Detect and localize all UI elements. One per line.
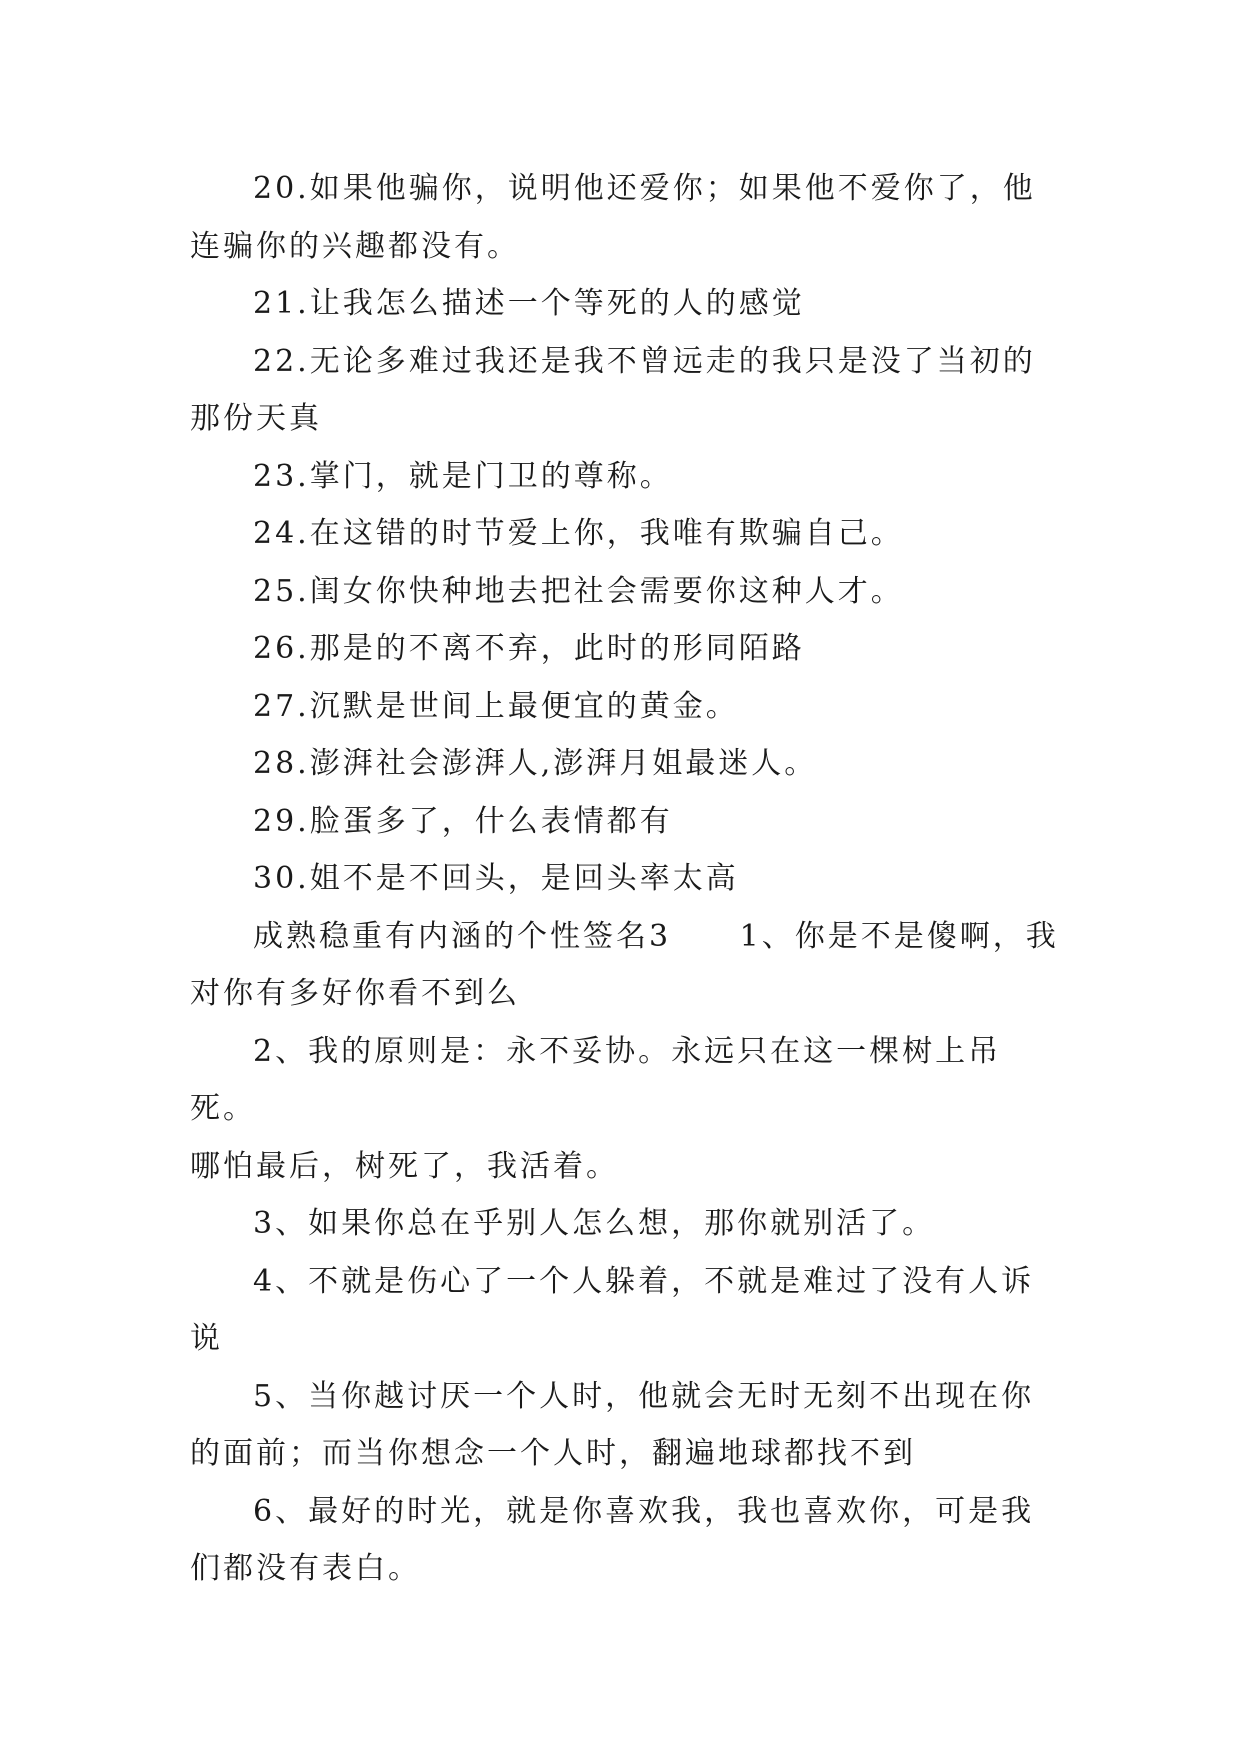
item-2: [190, 1023, 1062, 1196]
paragraph-line: 22.无论多难过我还是我不曾远走的我只是没了当初的: [253, 343, 1036, 379]
paragraph-20: [190, 160, 1062, 275]
item-1-rest: 对你有多好你看不到么: [190, 976, 520, 1011]
paragraph-27: [190, 678, 1062, 736]
paragraph-line: 哪怕最后，树死了，我活着。: [190, 1148, 619, 1184]
item-1-start: 1、你是不是傻啊，我: [739, 918, 1059, 954]
paragraph-21: [190, 275, 1062, 333]
paragraph-25: [190, 563, 1062, 621]
item-6: [190, 1483, 1062, 1598]
paragraph-24: [190, 505, 1062, 563]
paragraph-line: 4、不就是伤心了一个人躲着，不就是难过了没有人诉: [253, 1263, 1035, 1299]
paragraph-line: 说: [190, 1321, 223, 1356]
paragraph-line: 30.姐不是不回头，是回头率太高: [253, 861, 739, 896]
item-4: [190, 1253, 1062, 1368]
paragraph-line: 5、当你越讨厌一个人时，他就会无时无刻不出现在你: [253, 1378, 1035, 1414]
section-heading-line: [190, 908, 1062, 966]
paragraph-line: 25.闺女你快种地去把社会需要你这种人才。: [253, 573, 904, 609]
section-heading-title: 成熟稳重有内涵的个性签名3: [253, 918, 672, 954]
paragraph-line: 那份天真: [190, 401, 322, 436]
paragraph-22: [190, 333, 1062, 448]
paragraph-28: [190, 735, 1062, 793]
paragraph-line: 6、最好的时光，就是你喜欢我，我也喜欢你，可是我: [253, 1493, 1035, 1529]
paragraph-line: 们都没有表白。: [190, 1551, 421, 1586]
paragraph-line: 27.沉默是世间上最便宜的黄金。: [253, 688, 739, 724]
paragraph-line: 28.澎湃社会澎湃人,澎湃月姐最迷人。: [253, 746, 818, 781]
item-3: [190, 1195, 1062, 1253]
paragraph-29: [190, 793, 1062, 851]
paragraph-line: 连骗你的兴趣都没有。: [190, 228, 520, 264]
paragraph-line: 21.让我怎么描述一个等死的人的感觉: [253, 286, 805, 321]
paragraph-26: [190, 620, 1062, 678]
paragraph-30: [190, 850, 1062, 908]
document-page: [190, 160, 1062, 1598]
paragraph-line: 29.脸蛋多了，什么表情都有: [253, 803, 673, 839]
section-heading-paragraph: [190, 908, 1062, 1023]
paragraph-23: [190, 448, 1062, 506]
item-5: [190, 1368, 1062, 1483]
paragraph-line: 20.如果他骗你，说明他还爱你；如果他不爱你了，他: [253, 171, 1036, 206]
paragraph-line: 3、如果你总在乎别人怎么想，那你就别活了。: [253, 1206, 936, 1241]
paragraph-line: 23.掌门，就是门卫的尊称。: [253, 458, 673, 494]
paragraph-line: 24.在这错的时节爱上你，我唯有欺骗自己。: [253, 516, 904, 551]
paragraph-line: 26.那是的不离不弃，此时的形同陌路: [253, 631, 805, 666]
paragraph-line: 的面前；而当你想念一个人时，翻遍地球都找不到: [190, 1436, 916, 1471]
paragraph-line: 2、我的原则是：永不妥协。永远只在这一棵树上吊死。: [190, 1033, 1002, 1126]
